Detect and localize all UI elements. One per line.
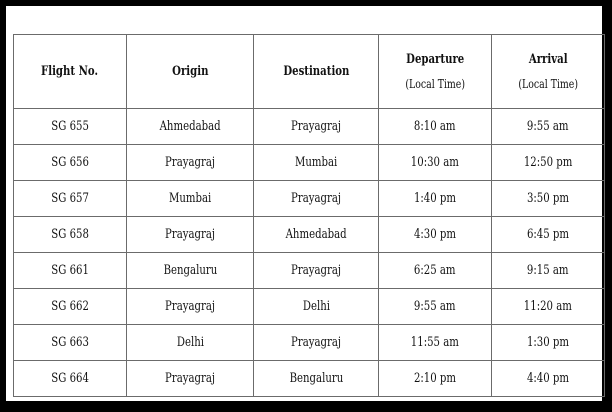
- cell-departure: 9:55 am: [379, 289, 492, 325]
- cell-flight: SG 661: [14, 253, 127, 289]
- cell-departure: 6:25 am: [379, 253, 492, 289]
- cell-flight: SG 664: [14, 361, 127, 397]
- cell-departure: 4:30 pm: [379, 217, 492, 253]
- document-frame: [6, 6, 604, 403]
- cell-origin: Mumbai: [127, 181, 254, 217]
- cell-departure: 8:10 am: [379, 109, 492, 145]
- cell-departure: 11:55 am: [379, 325, 492, 361]
- cell-flight: SG 655: [14, 109, 127, 145]
- header-row: [14, 35, 605, 109]
- cell-origin: Bengaluru: [127, 253, 254, 289]
- cell-arrival: 3:50 pm: [492, 181, 605, 217]
- cell-destination: Prayagraj: [254, 253, 379, 289]
- header-arrival: [492, 35, 605, 109]
- table-row: [14, 325, 605, 361]
- cell-origin: Prayagraj: [127, 145, 254, 181]
- cell-flight: SG 662: [14, 289, 127, 325]
- cell-origin: Delhi: [127, 325, 254, 361]
- cell-departure: 1:40 pm: [379, 181, 492, 217]
- header-departure: [379, 35, 492, 109]
- header-arrival-label: Arrival: [528, 51, 568, 67]
- cell-destination: Mumbai: [254, 145, 379, 181]
- cell-origin: Prayagraj: [127, 361, 254, 397]
- cell-flight: SG 663: [14, 325, 127, 361]
- header-destination: Destination: [254, 35, 379, 109]
- cell-destination: Bengaluru: [254, 361, 379, 397]
- cell-departure: 2:10 pm: [379, 361, 492, 397]
- flight-schedule-table: [13, 34, 605, 397]
- cell-destination: Ahmedabad: [254, 217, 379, 253]
- cell-arrival: 4:40 pm: [492, 361, 605, 397]
- header-arrival-sub: (Local Time): [518, 76, 578, 91]
- cell-flight: SG 657: [14, 181, 127, 217]
- cell-flight: SG 656: [14, 145, 127, 181]
- table-body: [14, 109, 605, 397]
- cell-origin: Ahmedabad: [127, 109, 254, 145]
- header-flight-no: Flight No.: [14, 35, 127, 109]
- cell-arrival: 11:20 am: [492, 289, 605, 325]
- table-row: [14, 145, 605, 181]
- cell-origin: Prayagraj: [127, 289, 254, 325]
- header-origin: Origin: [127, 35, 254, 109]
- cell-flight: SG 658: [14, 217, 127, 253]
- cell-arrival: 9:55 am: [492, 109, 605, 145]
- cell-departure: 10:30 am: [379, 145, 492, 181]
- header-departure-sub: (Local Time): [405, 76, 465, 91]
- table-row: [14, 253, 605, 289]
- table-row: [14, 181, 605, 217]
- cell-destination: Delhi: [254, 289, 379, 325]
- table-row: [14, 217, 605, 253]
- cell-arrival: 9:15 am: [492, 253, 605, 289]
- cell-destination: Prayagraj: [254, 109, 379, 145]
- table-row: [14, 289, 605, 325]
- table-row: [14, 109, 605, 145]
- header-departure-label: Departure: [405, 51, 465, 67]
- cell-destination: Prayagraj: [254, 181, 379, 217]
- table-row: [14, 361, 605, 397]
- cell-arrival: 12:50 pm: [492, 145, 605, 181]
- cell-arrival: 6:45 pm: [492, 217, 605, 253]
- cell-origin: Prayagraj: [127, 217, 254, 253]
- cell-destination: Prayagraj: [254, 325, 379, 361]
- cell-arrival: 1:30 pm: [492, 325, 605, 361]
